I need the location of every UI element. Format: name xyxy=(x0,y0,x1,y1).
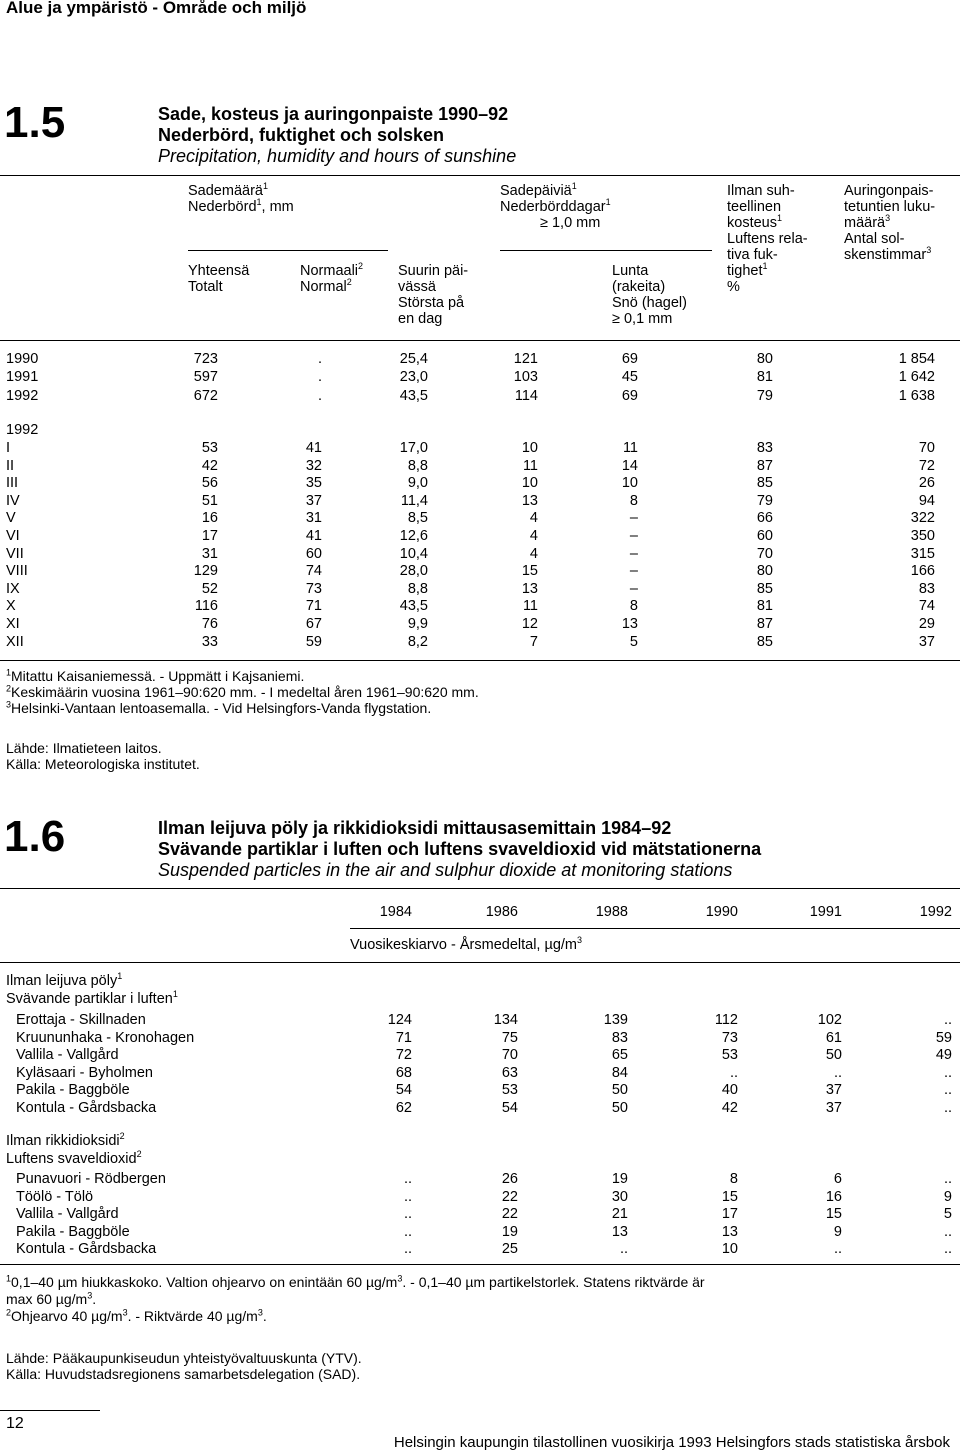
station-name: Kontula - Gårdsbacka xyxy=(16,1100,157,1116)
cell-normal: 59 xyxy=(305,633,322,650)
station-value: .. xyxy=(619,1241,628,1258)
table-1-6-title xyxy=(158,818,761,881)
cell-max: 8,5 xyxy=(407,510,428,527)
cell-snow-days: – xyxy=(629,545,638,562)
cell-total: 723 xyxy=(193,351,218,367)
cell-snow-days: – xyxy=(629,580,638,597)
year-header-rule xyxy=(350,928,960,929)
table-1-6-bottom-rule xyxy=(0,1264,960,1265)
station-value: 83 xyxy=(611,1029,628,1046)
col-header-normal: Normaali$^2$ Normal$^2$ xyxy=(300,261,364,295)
cell-normal: 41 xyxy=(305,440,322,456)
table-1-6-source: Lähde: Pääkaupunkiseudun yhteistyövaltuuskunta (YTV). Källa: Huvudstadsregionens samarbetsdelegation (SAD). xyxy=(6,1350,362,1382)
cell-sun: 1 854 xyxy=(898,351,935,367)
station-value: .. xyxy=(943,1064,952,1081)
station-value: 62 xyxy=(395,1100,412,1116)
cell-rain-days: 7 xyxy=(529,633,538,650)
station-value: 75 xyxy=(501,1029,518,1046)
cell-sun: 322 xyxy=(910,510,935,527)
cell-snow-days: – xyxy=(629,528,638,544)
page-number: 12 xyxy=(6,1415,24,1432)
row-label: X xyxy=(6,598,16,615)
cell-total: 42 xyxy=(201,457,218,474)
cell-sun: 83 xyxy=(918,580,935,597)
cell-max: 8,8 xyxy=(407,457,428,474)
cell-rain-days: 12 xyxy=(521,616,538,632)
table-1-6-number: 1.6 xyxy=(4,812,66,861)
cell-normal: . xyxy=(317,387,322,404)
station-value: 54 xyxy=(501,1100,518,1116)
station-value: 25 xyxy=(501,1241,518,1258)
cell-rain-days: 4 xyxy=(529,545,538,562)
cell-humidity: 81 xyxy=(756,598,773,615)
station-value: 13 xyxy=(721,1223,738,1240)
table-1-6-top-rule xyxy=(0,888,960,889)
cell-rain-days: 10 xyxy=(521,440,538,456)
station-value: 84 xyxy=(611,1064,628,1081)
station-value: .. xyxy=(943,1171,952,1187)
cell-humidity: 80 xyxy=(756,351,773,367)
cell-rain-days: 11 xyxy=(522,457,538,474)
cell-rain-days: 13 xyxy=(521,492,538,509)
cell-humidity: 85 xyxy=(756,580,773,597)
station-value: 50 xyxy=(611,1082,628,1099)
station-value: 53 xyxy=(501,1082,518,1099)
station-value: 112 xyxy=(714,1012,738,1028)
station-name: Kontula - Gårdsbacka xyxy=(16,1241,157,1258)
station-name: Vallila - Vallgård xyxy=(16,1047,119,1064)
year-header: 1986 xyxy=(485,904,518,920)
station-value: 22 xyxy=(501,1188,518,1205)
year-header: 1992 xyxy=(919,904,952,920)
station-value: 61 xyxy=(825,1029,842,1046)
station-value: 19 xyxy=(611,1171,628,1187)
col-header-precip: Sademäärä$^1$ Nederbörd$^1$, mm xyxy=(188,181,294,215)
station-name: Erottaja - Skillnaden xyxy=(16,1012,146,1028)
cell-sun: 315 xyxy=(910,545,935,562)
station-value: 63 xyxy=(501,1064,518,1081)
raindays-group-rule xyxy=(500,250,712,251)
row-label: IX xyxy=(6,580,20,597)
cell-max: 8,8 xyxy=(407,580,428,597)
col-header-humidity: Ilman suh- teellinen kosteus$^1$ Luftens rela- tiva fuk- tighet$^1$ % xyxy=(727,183,808,295)
table-1-6-title-sv: Svävande partiklar i luften och luftens svaveldioxid vid mätstationerna xyxy=(158,839,762,859)
cell-max: 9,9 xyxy=(407,616,428,632)
station-value: 37 xyxy=(825,1100,842,1116)
station-value: 9 xyxy=(943,1188,952,1205)
cell-snow-days: 69 xyxy=(621,387,638,404)
cell-normal: 35 xyxy=(305,475,322,492)
col-header-max-day: Suurin päi- vässä Största på en dag xyxy=(398,263,469,327)
station-value: 17 xyxy=(721,1206,738,1223)
cell-rain-days: 15 xyxy=(521,563,538,580)
station-value: 124 xyxy=(387,1012,412,1028)
cell-snow-days: 8 xyxy=(629,492,638,509)
cell-normal: 31 xyxy=(305,510,322,527)
station-value: 70 xyxy=(501,1047,518,1064)
row-label: VIII xyxy=(6,563,28,580)
cell-humidity: 87 xyxy=(756,616,773,632)
cell-snow-days: 14 xyxy=(621,457,638,474)
cell-humidity: 85 xyxy=(756,633,773,650)
station-value: 10 xyxy=(721,1241,738,1258)
cell-snow-days: 13 xyxy=(621,616,638,632)
cell-max: 43,5 xyxy=(399,598,428,615)
table-1-5-title xyxy=(158,104,516,167)
cell-max: 43,5 xyxy=(399,387,428,404)
station-name: Pakila - Baggböle xyxy=(16,1223,130,1240)
station-value: 9 xyxy=(833,1223,842,1240)
cell-sun: 72 xyxy=(918,457,935,474)
cell-max: 23,0 xyxy=(399,369,428,386)
cell-normal: 74 xyxy=(305,563,322,580)
cell-humidity: 79 xyxy=(756,387,773,404)
station-value: 22 xyxy=(501,1206,518,1223)
station-value: .. xyxy=(403,1206,412,1223)
station-value: 37 xyxy=(825,1082,842,1099)
cell-total: 52 xyxy=(201,580,218,597)
table-1-5-header-rule xyxy=(0,340,960,341)
station-value: 8 xyxy=(729,1171,738,1187)
cell-total: 33 xyxy=(201,633,218,650)
station-value: 68 xyxy=(395,1064,412,1081)
table-1-5-title-sv: Nederbörd, fuktighet och solsken xyxy=(158,125,445,145)
cell-sun: 350 xyxy=(910,528,935,544)
cell-max: 9,0 xyxy=(407,475,428,492)
cell-rain-days: 103 xyxy=(513,369,538,386)
cell-normal: 41 xyxy=(305,528,322,544)
col-header-snow: Lunta (rakeita) Snö (hagel) ≥ 0,1 mm xyxy=(612,263,687,327)
table-1-5-top-rule xyxy=(0,175,960,176)
station-value: 50 xyxy=(825,1047,842,1064)
station-value: 5 xyxy=(943,1206,952,1223)
col-header-sunshine: Auringonpais- tetuntien luku- määrä$^3$ Antal sol- skenstimmar$^3$ xyxy=(844,183,936,263)
cell-total: 53 xyxy=(201,440,218,456)
unit-label: Vuosikeskiarvo - Årsmedeltal, $\mu g/m^3$ xyxy=(350,935,583,953)
cell-normal: . xyxy=(317,369,322,386)
cell-rain-days: 13 xyxy=(521,580,538,597)
cell-total: 51 xyxy=(201,492,218,509)
station-value: 72 xyxy=(395,1047,412,1064)
group-particles-title: Ilman leijuva pöly$^1$ Svävande partiklar i luften$^1$ xyxy=(6,971,178,1007)
station-value: .. xyxy=(403,1171,412,1187)
cell-humidity: 81 xyxy=(756,369,773,386)
station-value: .. xyxy=(943,1241,952,1258)
row-label: 1991 xyxy=(6,369,39,386)
table-1-6-title-en: Suspended particles in the air and sulphur dioxide at monitoring stations xyxy=(158,860,733,880)
row-label: V xyxy=(6,510,16,527)
station-value: 50 xyxy=(611,1100,628,1116)
row-label: 1992 xyxy=(6,387,39,404)
row-label: XII xyxy=(6,633,24,650)
cell-rain-days: 10 xyxy=(521,475,538,492)
cell-total: 31 xyxy=(201,545,218,562)
station-value: 71 xyxy=(395,1029,412,1046)
row-label: II xyxy=(6,457,15,474)
cell-sun: 166 xyxy=(910,563,935,580)
row-label: 1990 xyxy=(6,351,39,367)
cell-total: 56 xyxy=(201,475,218,492)
cell-total: 16 xyxy=(201,510,218,527)
cell-max: 10,4 xyxy=(399,545,428,562)
col-header-rain-days: Sadepäiviä$^1$ Nederbörddagar$^1$ ≥ 1,0 mm xyxy=(500,181,611,231)
cell-humidity: 87 xyxy=(756,457,773,474)
station-value: 53 xyxy=(721,1047,738,1064)
station-value: 15 xyxy=(721,1188,738,1205)
footer-rule xyxy=(0,1410,100,1411)
cell-max: 8,2 xyxy=(407,633,428,650)
cell-humidity: 60 xyxy=(756,528,773,544)
row-label: VII xyxy=(6,545,24,562)
station-value: 21 xyxy=(611,1206,628,1223)
table-1-6-header-rule xyxy=(0,962,960,963)
station-value: 19 xyxy=(501,1223,518,1240)
cell-humidity: 83 xyxy=(756,440,773,456)
cell-sun: 26 xyxy=(918,475,935,492)
cell-normal: 67 xyxy=(305,616,322,632)
station-value: 16 xyxy=(825,1188,842,1205)
cell-normal: 73 xyxy=(305,580,322,597)
station-value: 102 xyxy=(817,1012,842,1028)
cell-snow-days: – xyxy=(629,563,638,580)
cell-total: 76 xyxy=(201,616,218,632)
cell-total: 597 xyxy=(193,369,218,386)
station-value: .. xyxy=(943,1082,952,1099)
cell-humidity: 79 xyxy=(756,492,773,509)
cell-max: 17,0 xyxy=(399,440,428,456)
cell-max: 25,4 xyxy=(399,351,428,367)
cell-snow-days: 10 xyxy=(621,475,638,492)
table-1-5-footnotes: $^1$Mitattu Kaisaniemessä. - Uppmätt i Kajsaniemi. $^2$Keskimäärin vuosina 1961–90:620 mm. - I medeltal åren 1961–90:620 mm. $^3$Helsinki-Vantaan lentoasemalla. - Vid Helsingfors-Vanda flygstation. xyxy=(6,667,479,716)
cell-max: 11,4 xyxy=(400,492,428,509)
station-value: 49 xyxy=(935,1047,952,1064)
station-value: 65 xyxy=(611,1047,628,1064)
station-value: .. xyxy=(833,1064,842,1081)
cell-humidity: 70 xyxy=(756,545,773,562)
precip-group-rule xyxy=(188,250,388,251)
cell-sun: 70 xyxy=(918,440,935,456)
cell-rain-days: 114 xyxy=(514,387,538,404)
cell-sun: 94 xyxy=(918,492,935,509)
cell-total: 116 xyxy=(194,598,218,615)
station-name: Vallila - Vallgård xyxy=(16,1206,119,1223)
cell-normal: 71 xyxy=(305,598,322,615)
station-value: .. xyxy=(403,1223,412,1240)
cell-snow-days: 69 xyxy=(621,351,638,367)
row-label: VI xyxy=(6,528,20,544)
year-header: 1984 xyxy=(379,904,412,920)
station-value: 42 xyxy=(721,1100,738,1116)
station-value: 54 xyxy=(395,1082,412,1099)
cell-normal: 32 xyxy=(305,457,322,474)
cell-rain-days: 121 xyxy=(513,351,538,367)
month-section-year: 1992 xyxy=(6,422,39,438)
cell-normal: 37 xyxy=(305,492,322,509)
row-label: XI xyxy=(6,616,20,632)
station-value: .. xyxy=(943,1223,952,1240)
cell-humidity: 85 xyxy=(756,475,773,492)
cell-sun: 74 xyxy=(918,598,935,615)
station-value: 15 xyxy=(825,1206,842,1223)
station-value: 26 xyxy=(501,1171,518,1187)
station-name: Punavuori - Rödbergen xyxy=(16,1171,166,1187)
station-value: 6 xyxy=(833,1171,842,1187)
cell-snow-days: 8 xyxy=(629,598,638,615)
cell-sun: 29 xyxy=(918,616,935,632)
page-header: Alue ja ympäristö - Område och miljö xyxy=(6,0,307,17)
cell-snow-days: 5 xyxy=(629,633,638,650)
cell-total: 129 xyxy=(193,563,218,580)
table-1-6-title-fi: Ilman leijuva pöly ja rikkidioksidi mittausasemittain 1984–92 xyxy=(158,818,672,838)
cell-humidity: 66 xyxy=(756,510,773,527)
row-label: IV xyxy=(6,492,20,509)
group-sulphur-title: Ilman rikkidioksidi$^2$ Luftens svaveldioxid$^2$ xyxy=(6,1131,142,1167)
cell-sun: 1 638 xyxy=(898,387,935,404)
station-value: .. xyxy=(729,1064,738,1081)
station-value: .. xyxy=(833,1241,842,1258)
cell-total: 672 xyxy=(193,387,218,404)
station-value: 73 xyxy=(721,1029,738,1046)
station-name: Kruununhaka - Kronohagen xyxy=(16,1029,195,1046)
year-header: 1991 xyxy=(809,904,842,920)
table-1-6-footnotes: $^1$0,1–40 µm hiukkaskoko. Valtion ohjearvo on enintään 60 $\mu g/m^3$. - 0,1–40 µm partikelstorlek. Statens riktvärde är max 60 $\mu g/m^3$. $^2$Ohjearvo 40 $\mu g/m^3$. - Riktvärde 40 $\mu g/m^3$. xyxy=(6,1273,705,1324)
cell-snow-days: – xyxy=(629,510,638,527)
station-value: 134 xyxy=(493,1012,518,1028)
cell-normal: . xyxy=(317,351,322,367)
cell-humidity: 80 xyxy=(756,563,773,580)
cell-max: 28,0 xyxy=(399,563,428,580)
table-1-5-source: Lähde: Ilmatieteen laitos. Källa: Meteorologiska institutet. xyxy=(6,740,200,772)
station-value: 59 xyxy=(935,1029,952,1046)
station-value: .. xyxy=(943,1100,952,1116)
station-value: .. xyxy=(403,1188,412,1205)
page-footer: Helsingin kaupungin tilastollinen vuosikirja 1993 Helsingfors stads statistiska årsbok xyxy=(393,1434,950,1451)
year-header: 1990 xyxy=(705,904,738,920)
col-header-total: Yhteensä Totalt xyxy=(188,263,250,295)
station-value: 40 xyxy=(721,1082,738,1099)
station-value: .. xyxy=(403,1241,412,1258)
cell-snow-days: 11 xyxy=(622,440,638,456)
station-value: 30 xyxy=(611,1188,628,1205)
table-1-5-title-fi: Sade, kosteus ja auringonpaiste 1990–92 xyxy=(158,104,509,124)
cell-rain-days: 4 xyxy=(529,510,538,527)
row-label: III xyxy=(6,475,19,492)
row-label: I xyxy=(6,440,11,456)
station-value: 13 xyxy=(611,1223,628,1240)
station-value: .. xyxy=(943,1012,952,1028)
cell-normal: 60 xyxy=(305,545,322,562)
year-header: 1988 xyxy=(595,904,628,920)
table-1-5-number: 1.5 xyxy=(4,98,66,147)
cell-sun: 37 xyxy=(918,633,935,650)
station-name: Kyläsaari - Byholmen xyxy=(16,1064,153,1081)
table-1-5-title-en: Precipitation, humidity and hours of sunshine xyxy=(158,146,517,166)
station-value: 139 xyxy=(603,1012,628,1028)
cell-sun: 1 642 xyxy=(898,369,935,386)
cell-total: 17 xyxy=(201,528,218,544)
cell-max: 12,6 xyxy=(399,528,428,544)
cell-rain-days: 4 xyxy=(529,528,538,544)
station-name: Pakila - Baggböle xyxy=(16,1082,130,1099)
cell-rain-days: 11 xyxy=(522,598,538,615)
station-name: Töölö - Tölö xyxy=(16,1188,94,1205)
table-1-5-bottom-rule xyxy=(0,660,960,661)
cell-snow-days: 45 xyxy=(621,369,638,386)
